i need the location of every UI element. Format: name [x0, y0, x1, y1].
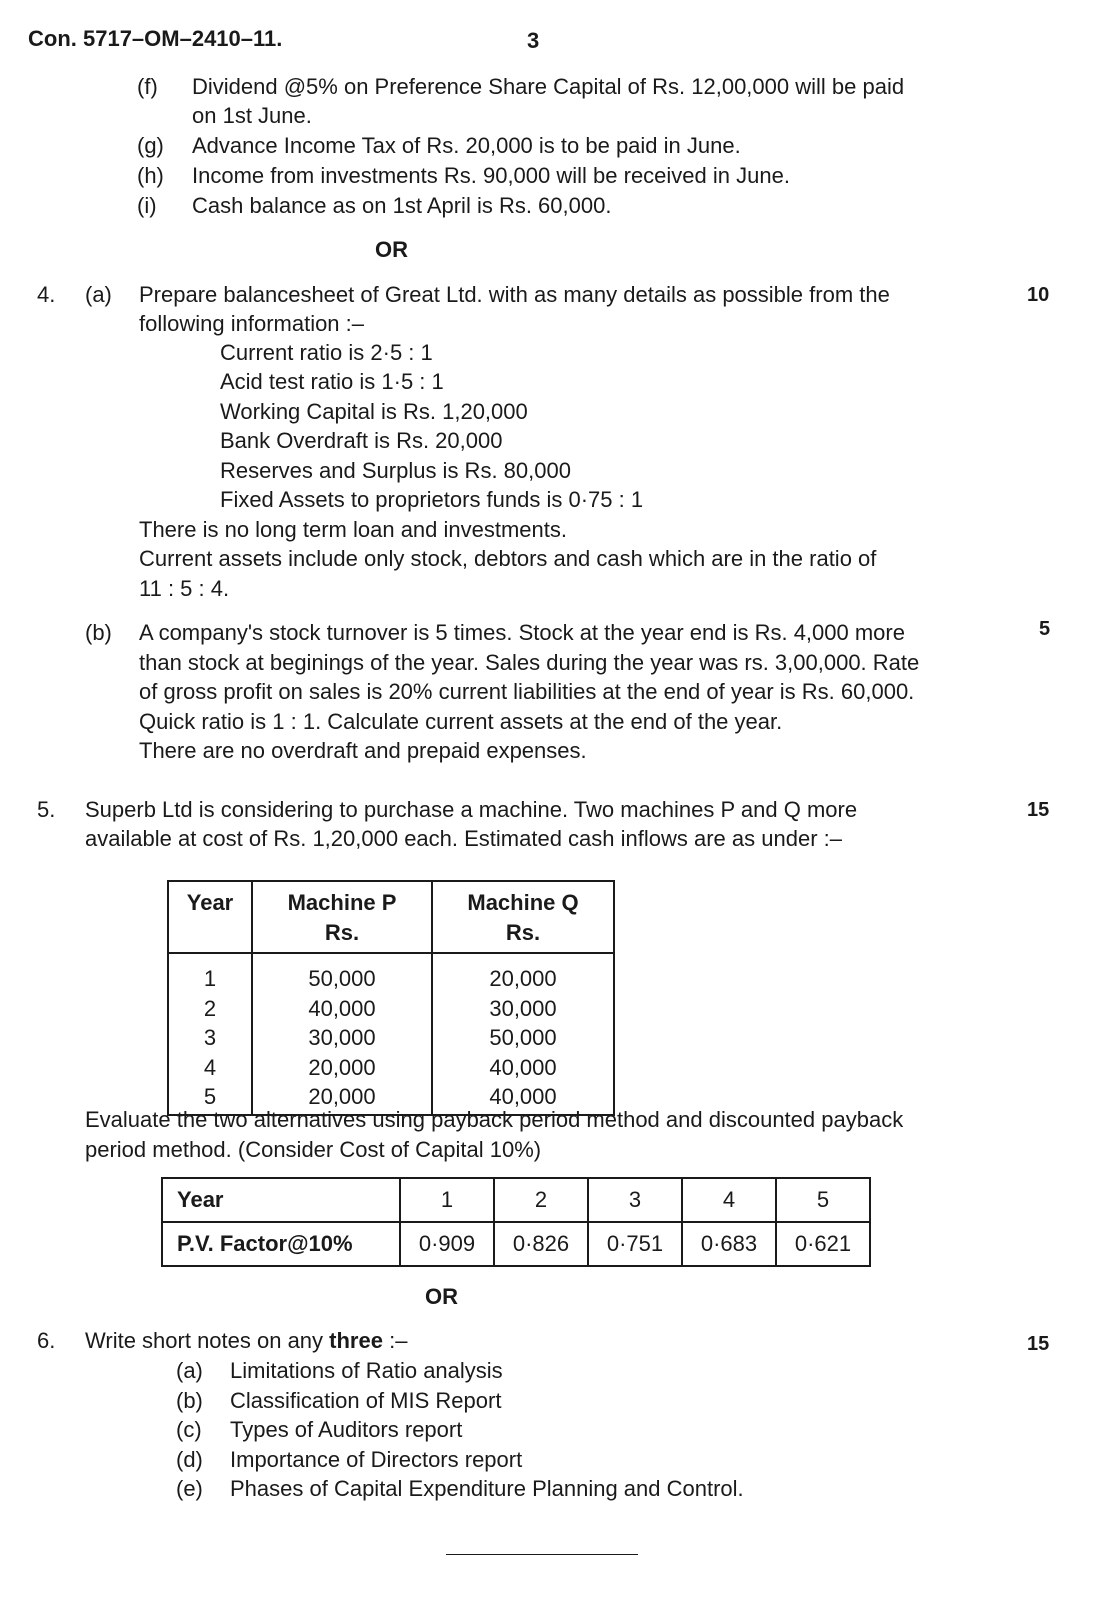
table-row: [168, 953, 614, 994]
page-number: 3: [527, 28, 540, 53]
cell-machine-p: 20,000: [252, 1082, 432, 1115]
q4b-label: (b): [85, 620, 112, 645]
q6-item-a: Limitations of Ratio analysis: [230, 1358, 503, 1383]
q6-item-c: Types of Auditors report: [230, 1417, 463, 1442]
q5-marks: 15: [1027, 799, 1050, 821]
or-separator-1: OR: [375, 237, 408, 262]
header-machine-q: Machine Q Rs.: [432, 881, 614, 953]
pv-factor-cell: 0·751: [588, 1222, 682, 1266]
item-h-text: Income from investments Rs. 90,000 will be received in June.: [192, 163, 790, 188]
q5-intro-line1: Superb Ltd is considering to purchase a machine. Two machines P and Q more: [85, 797, 858, 822]
q4a-fact-reserves: Reserves and Surplus is Rs. 80,000: [220, 458, 571, 483]
q4a-intro-line2: following information :–: [139, 311, 365, 336]
q4b-line3: of gross profit on sales is 20% current liabilities at the end of year is Rs. 60,000.: [139, 679, 915, 704]
item-label-g: (g): [137, 133, 164, 158]
q4a-fact-working-capital: Working Capital is Rs. 1,20,000: [220, 399, 528, 424]
table-row: [168, 994, 614, 1024]
pv-year-cell: 2: [494, 1178, 588, 1222]
pv-factor-cell: 0·826: [494, 1222, 588, 1266]
q4b-marks: 5: [1039, 618, 1051, 640]
q4a-label: (a): [85, 282, 112, 307]
question-number-6: 6.: [37, 1328, 56, 1353]
or-separator-2: OR: [425, 1284, 458, 1309]
q4b-line1: A company's stock turnover is 5 times. Stock at the year end is Rs. 4,000 more: [139, 620, 905, 645]
pv-factor-cell: 0·909: [400, 1222, 494, 1266]
cell-machine-p: 30,000: [252, 1023, 432, 1053]
pv-year-cell: 1: [400, 1178, 494, 1222]
question-number-5: 5.: [37, 797, 56, 822]
item-f-line2: on 1st June.: [192, 103, 312, 128]
table-row: [168, 1053, 614, 1083]
item-label-f: (f): [137, 74, 158, 99]
paper-code: Con. 5717–OM–2410–11.: [28, 26, 283, 51]
pv-factor-label: P.V. Factor@10%: [162, 1222, 400, 1266]
q4a-note1: There is no long term loan and investments.: [139, 517, 568, 542]
pv-factor-table: [161, 1177, 871, 1267]
table-row: [168, 1023, 614, 1053]
q4a-intro-line1: Prepare balancesheet of Great Ltd. with as many details as possible from the: [139, 282, 890, 307]
pv-year-label: Year: [162, 1178, 400, 1222]
q5-intro-line2: available at cost of Rs. 1,20,000 each. Estimated cash inflows are as under :–: [85, 826, 842, 851]
item-i-text: Cash balance as on 1st April is Rs. 60,000.: [192, 193, 612, 218]
q4a-marks: 10: [1027, 284, 1050, 306]
cell-machine-q: 50,000: [489, 1025, 557, 1051]
cell-year: 1: [168, 953, 252, 994]
cell-year: 3: [168, 1023, 252, 1053]
q4a-note2-line1: Current assets include only stock, debtors and cash which are in the ratio of: [139, 546, 877, 571]
item-label-i: (i): [137, 193, 157, 218]
q6-intro: Write short notes on any three :–: [85, 1328, 408, 1353]
cell-machine-q: 20,000: [489, 966, 557, 991]
cell-machine-q: 40,000: [489, 1054, 557, 1080]
q4a-note2-line2: 11 : 5 : 4.: [139, 576, 230, 601]
item-f-line1: Dividend @5% on Preference Share Capital of Rs. 12,00,000 will be paid: [192, 74, 905, 99]
q6-item-e: Phases of Capital Expenditure Planning and Control.: [230, 1476, 744, 1501]
pv-year-cell: 3: [588, 1178, 682, 1222]
cell-machine-p: 50,000: [252, 953, 432, 994]
end-rule: [446, 1554, 638, 1555]
cell-year: 5: [168, 1082, 252, 1115]
q4a-fact-fixed-assets: Fixed Assets to proprietors funds is 0·75 : 1: [220, 487, 644, 512]
q4a-fact-current-ratio: Current ratio is 2·5 : 1: [220, 340, 433, 365]
q4b-line5: There are no overdraft and prepaid expenses.: [139, 738, 587, 763]
q6-item-b: Classification of MIS Report: [230, 1388, 502, 1413]
cell-machine-q: 40,000: [489, 1084, 557, 1110]
q6-marks: 15: [1027, 1333, 1050, 1355]
pv-factor-cell: 0·683: [682, 1222, 776, 1266]
q6-item-d: Importance of Directors report: [230, 1447, 523, 1472]
pv-factor-row: [162, 1222, 870, 1266]
q6-item-label-a: (a): [176, 1358, 203, 1383]
pv-factor-cell: 0·621: [776, 1222, 870, 1266]
q4a-fact-acid-test: Acid test ratio is 1·5 : 1: [220, 369, 444, 394]
pv-year-cell: 4: [682, 1178, 776, 1222]
q5-eval-line1: Evaluate the two alternatives using payback period method and discounted payback: [85, 1107, 904, 1132]
pv-year-cell: 5: [776, 1178, 870, 1222]
pv-year-row: [162, 1178, 870, 1222]
q6-item-label-d: (d): [176, 1447, 203, 1472]
item-g-text: Advance Income Tax of Rs. 20,000 is to be paid in June.: [192, 133, 741, 158]
cell-machine-p: 40,000: [252, 994, 432, 1024]
q4b-line4: Quick ratio is 1 : 1. Calculate current assets at the end of the year.: [139, 709, 783, 734]
cell-machine-q: 30,000: [489, 995, 557, 1021]
q6-item-label-c: (c): [176, 1417, 202, 1442]
q5-eval-line2: period method. (Consider Cost of Capital 10%): [85, 1137, 542, 1162]
q6-item-label-e: (e): [176, 1476, 203, 1501]
q4b-line2: than stock at beginings of the year. Sales during the year was rs. 3,00,000. Rate: [139, 650, 920, 675]
header-year: Year: [168, 881, 252, 953]
cell-machine-p: 20,000: [252, 1053, 432, 1083]
question-number-4: 4.: [37, 282, 56, 307]
cash-inflow-table: [167, 880, 615, 1116]
header-machine-p: Machine P Rs.: [252, 881, 432, 953]
cell-year: 4: [168, 1053, 252, 1083]
cell-year: 2: [168, 994, 252, 1024]
item-label-h: (h): [137, 163, 164, 188]
q6-item-label-b: (b): [176, 1388, 203, 1413]
q4a-fact-bank-overdraft: Bank Overdraft is Rs. 20,000: [220, 428, 503, 453]
